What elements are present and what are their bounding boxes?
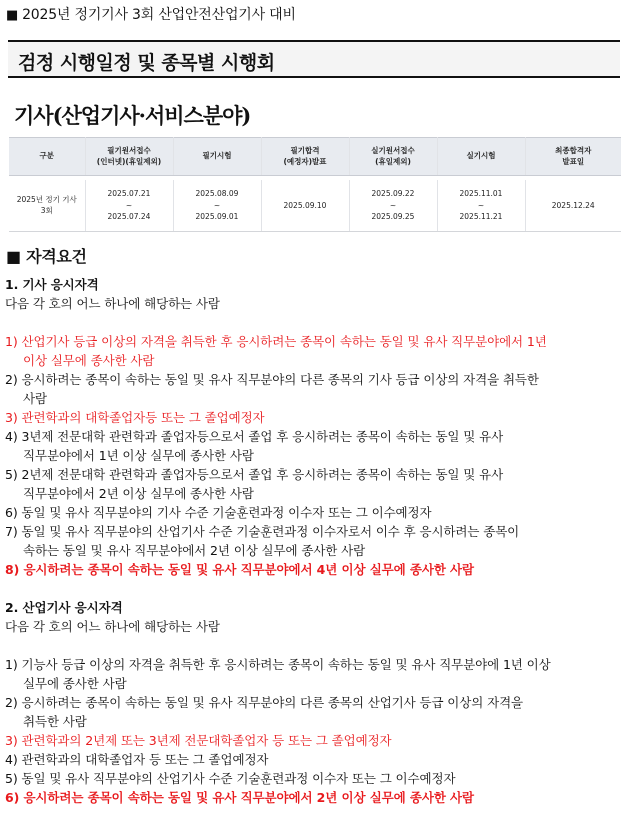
requirement-line: 2) 응시하려는 종목이 속하는 동일 및 유사 직무분야의 다른 종목의 기사 등급 이상의 자격을 취득한 xyxy=(5,372,539,387)
blank-line xyxy=(5,313,630,332)
header-category: 구분 xyxy=(9,138,85,176)
schedule-row xyxy=(9,180,621,232)
category-heading: 기사(산업기사·서비스분야) xyxy=(14,103,251,128)
requirement-line: 직무분야에서 1년 이상 실무에 종사한 사람 xyxy=(23,448,254,463)
schedule-table xyxy=(9,137,621,232)
square-bullet-icon: ■ xyxy=(6,8,19,23)
section-banner xyxy=(8,40,620,78)
requirement-line: 속하는 동일 및 유사 직무분야에서 2년 이상 실무에 종사한 사람 xyxy=(23,543,366,558)
cell-category: 2025년 정기 기사 3회 xyxy=(9,180,85,232)
schedule-header-row xyxy=(9,138,621,176)
header-practical-application: 실기원서접수 (휴일제외) xyxy=(349,138,437,176)
requirement-line: 5) 2년제 전문대학 관련학과 졸업자등으로서 졸업 후 응시하려는 종목이 속하는 동일 및 유사 xyxy=(5,467,504,482)
cell-practical-exam: 2025.11.01 ~ 2025.11.21 xyxy=(437,180,525,232)
requirement-line: 2) 응시하려는 종목이 속하는 동일 및 유사 직무분야의 다른 종목의 산업기사 등급 이상의 자격을 xyxy=(5,695,524,710)
requirement-line: 4) 3년제 전문대학 관련학과 졸업자등으로서 졸업 후 응시하려는 종목이 속하는 동일 및 유사 xyxy=(5,429,504,444)
document-title-text: 2025년 정기기사 3회 산업안전산업기사 대비 xyxy=(22,7,296,23)
requirement-line: 다음 각 호의 어느 하나에 해당하는 사람 xyxy=(5,296,220,311)
header-practical-exam: 실기시험 xyxy=(437,138,525,176)
requirement-line: 사람 xyxy=(23,391,47,406)
requirement-line: 실무에 종사한 사람 xyxy=(23,676,127,691)
requirement-line: 다음 각 호의 어느 하나에 해당하는 사람 xyxy=(5,619,220,634)
requirement-line: 3) 관련학과의 2년제 또는 3년제 전문대학졸업자 등 또는 그 졸업예정자 xyxy=(5,733,392,748)
requirement-line: 8) 응시하려는 종목이 속하는 동일 및 유사 직무분야에서 4년 이상 실무에 종사한 사람 xyxy=(5,562,475,577)
requirement-line: 1) 기능사 등급 이상의 자격을 취득한 후 응시하려는 종목이 속하는 동일 및 유사 직무분야에 1년 이상 xyxy=(5,657,551,672)
header-final-result: 최종합격자 발표일 xyxy=(525,138,621,176)
requirement-line: 4) 관련학과의 대학졸업자 등 또는 그 졸업예정자 xyxy=(5,752,269,767)
requirement-line: 6) 동일 및 유사 직무분야의 기사 수준 기술훈련과정 이수자 또는 그 이수예정자 xyxy=(5,505,432,520)
requirement-line: 1) 산업기사 등급 이상의 자격을 취득한 후 응시하려는 종목이 속하는 동일 및 유사 직무분야에서 1년 xyxy=(5,334,547,349)
header-written-exam: 필기시험 xyxy=(173,138,261,176)
subsection-heading: 2. 산업기사 응시자격 xyxy=(5,600,123,615)
section-banner-text: 검정 시행일정 및 종목별 시행회 xyxy=(18,52,275,74)
requirement-line: 취득한 사람 xyxy=(23,714,87,729)
cell-written-exam: 2025.08.09 ~ 2025.09.01 xyxy=(173,180,261,232)
cell-written-application: 2025.07.21 ~ 2025.07.24 xyxy=(85,180,173,232)
requirement-line: 5) 동일 및 유사 직무분야의 산업기사 수준 기술훈련과정 이수자 또는 그 이수예정자 xyxy=(5,771,456,786)
header-written-application: 필기원서접수 (인터넷)(휴일제외) xyxy=(85,138,173,176)
blank-line xyxy=(5,636,630,655)
cell-practical-application: 2025.09.22 ~ 2025.09.25 xyxy=(349,180,437,232)
requirement-line: 6) 응시하려는 종목이 속하는 동일 및 유사 직무분야에서 2년 이상 실무에 종사한 사람 xyxy=(5,790,475,805)
requirement-line: 직무분야에서 2년 이상 실무에 종사한 사람 xyxy=(23,486,254,501)
cell-final-result: 2025.12.24 xyxy=(525,180,621,232)
blank-line xyxy=(5,579,630,598)
header-written-result: 필기합격 (예정자)발표 xyxy=(261,138,349,176)
cell-written-result: 2025.09.10 xyxy=(261,180,349,232)
document-title xyxy=(6,4,296,24)
requirement-line: 3) 관련학과의 대학졸업자등 또는 그 졸업예정자 xyxy=(5,410,265,425)
requirements-heading: ■ 자격요건 xyxy=(6,247,87,266)
subsection-heading: 1. 기사 응시자격 xyxy=(5,277,99,292)
requirement-line: 7) 동일 및 유사 직무분야의 산업기사 수준 기술훈련과정 이수자로서 이수 후 응시하려는 종목이 xyxy=(5,524,520,539)
requirements-list xyxy=(5,275,630,807)
requirement-line: 이상 실무에 종사한 사람 xyxy=(23,353,155,368)
